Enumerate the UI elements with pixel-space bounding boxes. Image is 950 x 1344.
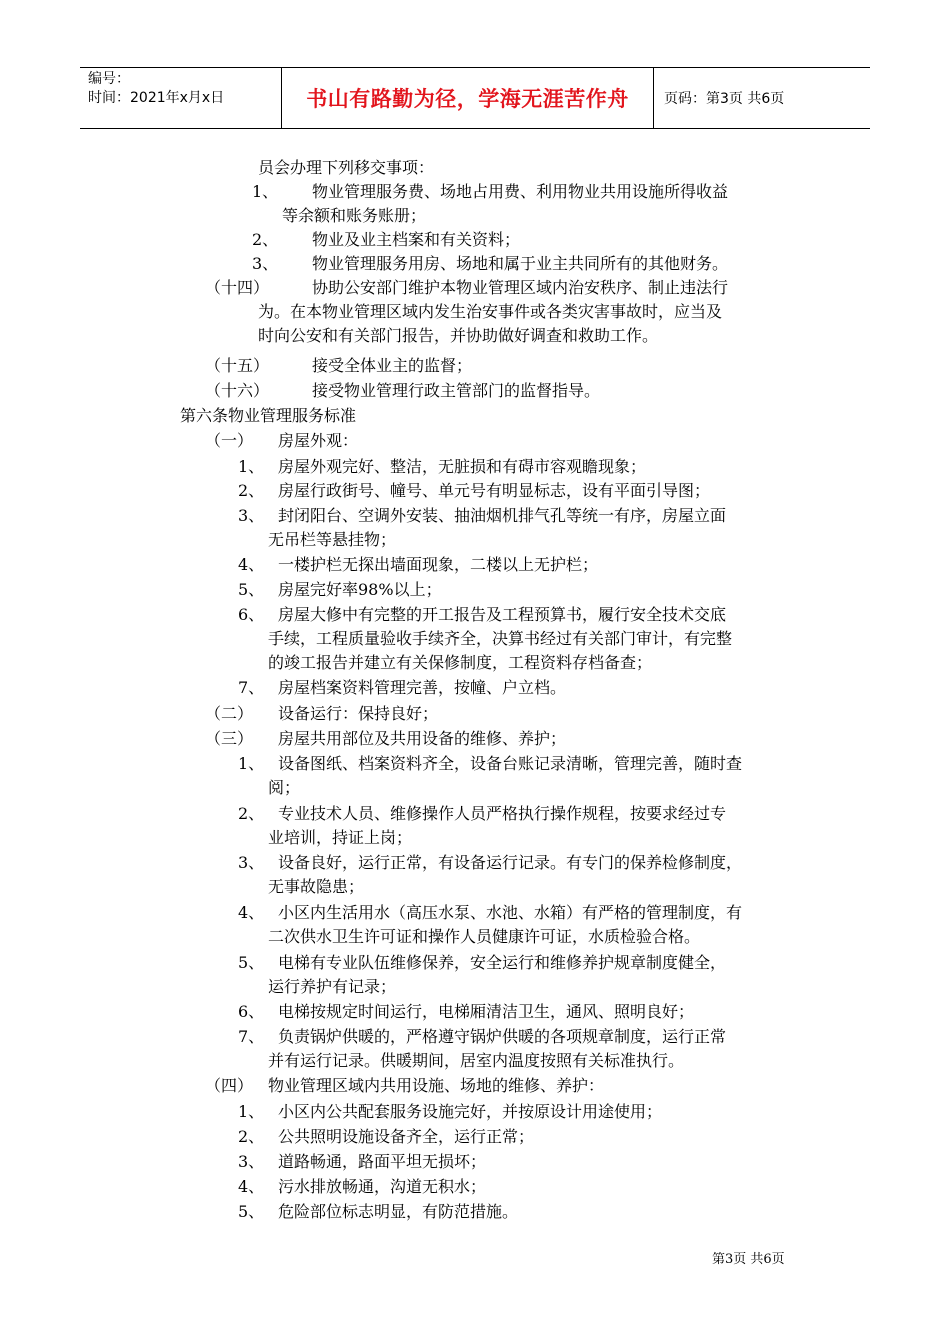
text-line: 房屋共用部位及共用设备的维修、养护； [278,729,567,748]
item-number: 5、 [238,580,265,599]
text-line: 电梯有专业队伍维修保养，安全运行和维修养护规章制度健全， [278,953,727,972]
text-line: 等余额和账务账册； [282,206,427,225]
item-number: （十四） [205,278,270,297]
item-number: 2、 [238,1127,265,1146]
item-number: 7、 [238,678,265,697]
text-line: 公共照明设施设备齐全，运行正常； [278,1127,535,1146]
time-label: 时间：2021年x月x日 [88,90,225,106]
text-line: 物业管理服务费、场地占用费、利用物业共用设施所得收益 [312,182,729,201]
text-line: 手续，工程质量验收手续齐全，决算书经过有关部门审计，有完整 [268,629,733,648]
item-number: 1、 [238,754,265,773]
item-number: 5、 [238,953,265,972]
serial-label: 编号： [88,71,130,87]
item-number: （一） [205,431,254,450]
text-line: 小区内生活用水（高压水泵、水池、水箱）有严格的管理制度，有 [278,903,743,922]
item-number: 6、 [238,605,265,624]
item-number: 3、 [252,254,279,273]
document-header [80,67,870,129]
text-line: 小区内公共配套服务设施完好，并按原设计用途使用； [278,1102,663,1121]
text-line: 接受物业管理行政主管部门的监督指导。 [312,381,601,400]
text-line: 员会办理下列移交事项： [258,158,435,177]
text-line: 无吊栏等悬挂物； [268,530,397,549]
item-number: 4、 [238,903,265,922]
text-line: 二次供水卫生许可证和操作人员健康许可证，水质检验合格。 [268,927,701,946]
text-line: 负责锅炉供暖的，严格遵守锅炉供暖的各项规章制度，运行正常 [278,1027,727,1046]
text-line: 危险部位标志明显，有防范措施。 [278,1202,519,1221]
text-line: 时向公安和有关部门报告，并协助做好调查和救助工作。 [258,326,659,345]
item-number: 5、 [238,1202,265,1221]
header-motto-cell [282,68,654,128]
item-number: 2、 [238,481,265,500]
text-line: 房屋大修中有完整的开工报告及工程预算书，履行安全技术交底 [278,605,727,624]
header-motto: 书山有路勤为径，学海无涯苦作舟 [306,87,629,111]
text-line: 并有运行记录。供暖期间，居室内温度按照有关标准执行。 [268,1051,685,1070]
text-line: 阅； [268,778,301,797]
text-line: 电梯按规定时间运行，电梯厢清洁卫生，通风、照明良好； [278,1002,695,1021]
item-number: 2、 [252,230,279,249]
item-number: （四） [205,1076,254,1095]
item-number: 6、 [238,1002,265,1021]
text-line: 房屋档案资料管理完善，按幢、户立档。 [278,678,567,697]
text-line: 房屋行政街号、幢号、单元号有明显标志，设有平面引导图； [278,481,711,500]
text-line: 污水排放畅通，沟道无积水； [278,1177,487,1196]
text-line: 房屋外观完好、整洁，无脏损和有碍市容观瞻现象； [278,457,647,476]
item-number: 4、 [238,555,265,574]
text-line: 业培训，持证上岗； [268,828,413,847]
text-line: 物业管理区域内共用设施、场地的维修、养护： [268,1076,605,1095]
header-page-info: 页码：第3页 共6页 [664,91,785,107]
text-line: 接受全体业主的监督； [312,356,473,375]
text-line: 封闭阳台、空调外安装、抽油烟机排气孔等统一有序，房屋立面 [278,506,727,525]
text-line: 物业及业主档案和有关资料； [312,230,521,249]
text-line: 第六条物业管理服务标准 [180,406,357,425]
item-number: 7、 [238,1027,265,1046]
item-number: 3、 [238,506,265,525]
text-line: 无事故隐患； [268,877,365,896]
item-number: 3、 [238,853,265,872]
item-number: （十五） [205,356,270,375]
item-number: （二） [205,704,254,723]
text-line: 房屋外观： [278,431,359,450]
item-number: （十六） [205,381,270,400]
item-number: （三） [205,729,254,748]
text-line: 运行养护有记录； [268,977,397,996]
text-line: 一楼护栏无探出墙面现象，二楼以上无护栏； [278,555,599,574]
text-line: 房屋完好率98%以上； [278,580,442,599]
item-number: 1、 [238,457,265,476]
item-number: 2、 [238,804,265,823]
text-line: 设备图纸、档案资料齐全，设备台账记录清晰，管理完善，随时查 [278,754,743,773]
text-line: 物业管理服务用房、场地和属于业主共同所有的其他财务。 [312,254,729,273]
text-line: 协助公安部门维护本物业管理区域内治安秩序、制止违法行 [312,278,729,297]
text-line: 为。在本物业管理区域内发生治安事件或各类灾害事故时，应当及 [258,302,723,321]
item-number: 1、 [252,182,279,201]
item-number: 4、 [238,1177,265,1196]
item-number: 1、 [238,1102,265,1121]
text-line: 的竣工报告并建立有关保修制度，工程资料存档备查； [268,653,653,672]
header-meta [80,68,282,128]
page-footer: 第3页 共6页 [712,1252,785,1267]
text-line: 专业技术人员、维修操作人员严格执行操作规程，按要求经过专 [278,804,727,823]
text-line: 设备良好，运行正常，有设备运行记录。有专门的保养检修制度， [278,853,743,872]
text-line: 设备运行：保持良好； [278,704,439,723]
text-line: 道路畅通，路面平坦无损坏； [278,1152,487,1171]
item-number: 3、 [238,1152,265,1171]
